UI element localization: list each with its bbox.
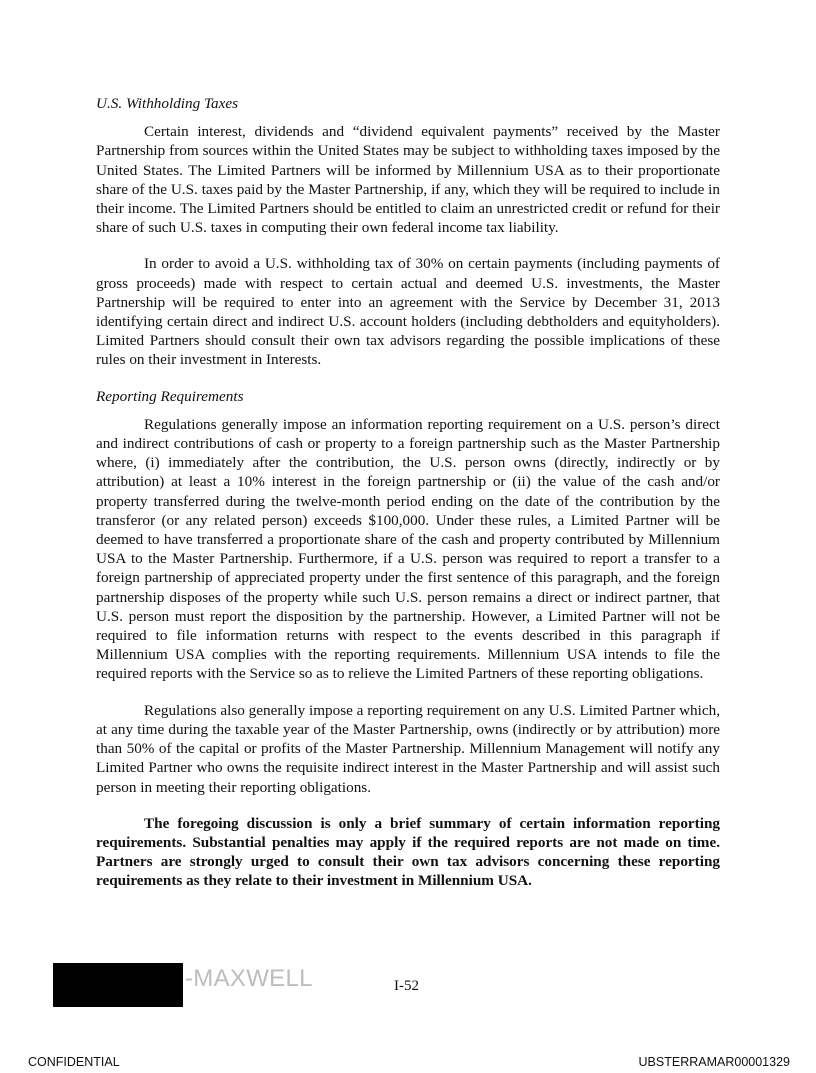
- redaction-box: [53, 963, 183, 1007]
- paragraph-reporting-1: Regulations generally impose an information reporting requirement on a U.S. person’s direct and indirect contributions of cash or property to a foreign partnership such as the Master Partnership where, (i) immediately after the contribution, the U.S. person owns (directly, indirectly or by attribution) at least a 10% interest in the foreign partnership or (ii) the value of the cash and/or property transferred during the twelve-month period ending on the date of the contribution by the transferor (or any related person) exceeds $100,000. Under these rules, a Limited Partner will be deemed to have transferred a proportionate share of the cash and property contributed by Millennium USA to the Master Partnership. Furthermore, if a U.S. person was required to report a transfer to a foreign partnership of appreciated property under the first sentence of this paragraph, and the foreign partnership disposes of the property while such U.S. person remains a direct or indirect partner, that U.S. person must report the disposition by the partnership. However, a Limited Partner will not be required to file information returns with respect to the events described in this paragraph if Millennium USA complies with the reporting requirements. Millennium USA intends to file the required reports with the Service so as to relieve the Limited Partners of these reporting obligations.: [96, 415, 720, 683]
- paragraph-reporting-2: Regulations also generally impose a reporting requirement on any U.S. Limited Partner which, at any time during the taxable year of the Master Partnership, owns (indirectly or by attribution) more than 50% of the capital or profits of the Master Partnership. Millennium Management will notify any Limited Partner who owns the requisite indirect interest in the Master Partnership and will assist such person in meeting their reporting obligations.: [96, 701, 720, 796]
- paragraph-withholding-2: In order to avoid a U.S. withholding tax of 30% on certain payments (including payments of gross proceeds) made with respect to certain actual and deemed U.S. investments, the Master Partnership will be required to enter into an agreement with the Service by December 31, 2013 identifying certain direct and indirect U.S. account holders (including debtholders and equityholders). Limited Partners should consult their own tax advisors regarding the possible implications of these rules on their investment in Interests.: [96, 255, 720, 369]
- bold-summary-note: The foregoing discussion is only a brief summary of certain information reporting requirements. Substantial penalties may apply if the required reports are not made on time. Partners are strongly urged to consult their own tax advisors concerning these reporting requirements as they relate to their investment in Millennium USA.: [96, 814, 720, 890]
- section-heading-withholding: U.S. Withholding Taxes: [96, 95, 239, 112]
- section-heading-reporting: Reporting Requirements: [96, 387, 244, 405]
- confidential-label: CONFIDENTIAL: [28, 1055, 120, 1069]
- bates-number: UBSTERRAMAR00001329: [638, 1055, 790, 1069]
- page-number: I-52: [394, 978, 419, 994]
- paragraph-withholding-1: Certain interest, dividends and “dividend equivalent payments” received by the Master Partnership from sources within the United States may be subject to withholding taxes imposed by the United States. The Limited Partners will be informed by Millennium USA as to their proportionate share of the U.S. taxes paid by the Master Partnership, if any, which they will be required to include in their income. The Limited Partners should be entitled to claim an unrestricted credit or refund for their share of such U.S. taxes in computing their own federal income tax liability.: [96, 123, 720, 237]
- maxwell-stamp: -MAXWELL: [185, 965, 313, 992]
- page-body: [96, 94, 720, 908]
